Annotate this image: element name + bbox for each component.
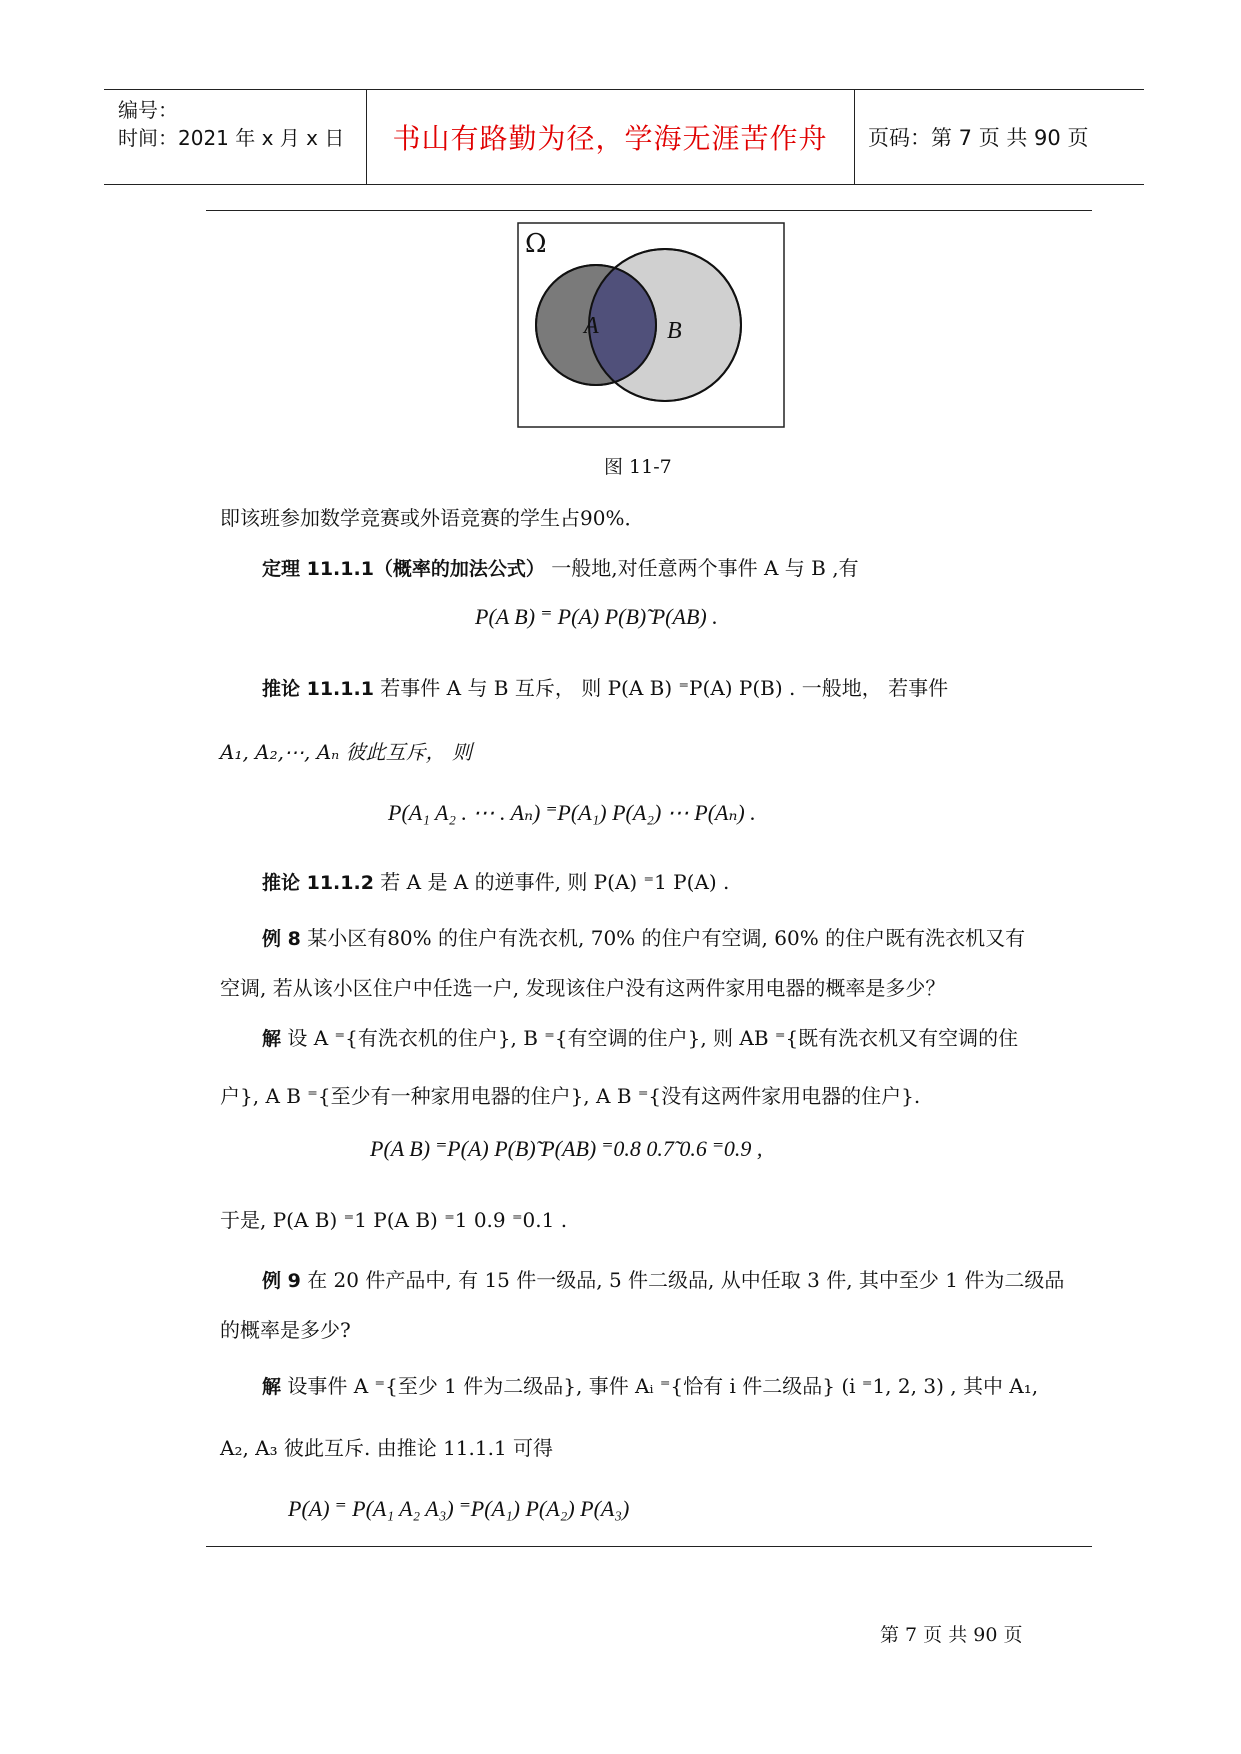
venn-diagram [517,222,785,428]
number-label: 编号： [118,98,178,122]
corollary1-body: 若事件 A 与 B 互斥， 则 P(A B) ⁼P(A) P(B) . 一般地， 若事件 [380,676,949,700]
bottom-rule [206,1546,1092,1547]
example8-body: 某小区有80% 的住户有洗衣机, 70% 的住户有空调, 60% 的住户既有洗衣机又有 [307,926,1026,950]
theorem-heading: 定理 11.1.1（概率的加法公式） [262,558,545,580]
figure-caption: 图 11-7 [604,456,672,478]
solution8-heading: 解 [262,1028,282,1050]
corollary1-line2: A₁, A₂,⋯, Aₙ 彼此互斥， 则 [220,740,472,764]
solution8-line2: 户}, A B ⁼{至少有一种家用电器的住户}, A B ⁼{没有这两件家用电器的住户}. [220,1084,921,1108]
theorem-line [262,552,859,581]
example9-line2: 的概率是多少? [220,1318,351,1342]
solution9-formula: P(A) ⁼ P(A₁ A₂ A₃) ⁼P(A₁) P(A₂) P(A₃) [288,1496,630,1521]
solution8-body: 设 A ⁼{有洗衣机的住户}, B ⁼{有空调的住户}, 则 AB ⁼{既有洗衣机又有空调的住 [287,1026,1019,1050]
header-motto-cell [366,90,855,184]
solution8-formula: P(A B) ⁼P(A) P(B)̃ P(AB) ⁼0.8 0.7̃ 0.6 ⁼0.9 , [370,1136,763,1161]
corollary2-body: 若 A 是 A 的逆事件, 则 P(A) ⁼1 P(A) . [380,870,730,894]
example9-heading: 例 9 [262,1270,301,1292]
line-percentage: 即该班参加数学竞赛或外语竞赛的学生占90%． [220,506,645,530]
omega-label: Ω [525,229,547,259]
motto-text: 书山有路勤为径，学海无涯苦作舟 [392,122,828,155]
solution9-line2: A₂, A₃ 彼此互斥. 由推论 11.1.1 可得 [220,1436,554,1460]
label-b: B [667,318,682,344]
corollary1-formula: P(A₁ A₂ . ⋯ . Aₙ) ⁼P(A₁) P(A₂) ⋯ P(Aₙ) . [388,800,756,825]
theorem-body: 一般地,对任意两个事件 A 与 B ,有 [551,556,859,580]
example9-line [262,1264,1064,1293]
corollary1-line [262,672,948,701]
solution8-line [262,1022,1018,1051]
time-label: 时间：2021 年 x 月 x 日 [118,126,345,150]
header-page-cell [856,90,1144,184]
corollary2-line [262,866,729,895]
solution9-heading: 解 [262,1376,282,1398]
example8-heading: 例 8 [262,928,301,950]
header-left-cell [104,90,367,184]
page-info: 页码：第 7 页 共 90 页 [868,126,1089,150]
theorem-formula: P(A B) ⁼ P(A) P(B)̃ P(AB) . [475,604,718,629]
footer-page-number: 第 7 页 共 90 页 [880,1624,1023,1646]
label-a: A [584,313,599,339]
top-rule [206,210,1092,211]
corollary2-heading: 推论 11.1.2 [262,872,374,894]
page-header [104,89,1144,185]
solution8-conclusion: 于是, P(A B) ⁼1 P(A B) ⁼1 0.9 ⁼0.1 . [220,1208,568,1232]
example9-body: 在 20 件产品中, 有 15 件一级品, 5 件二级品, 从中任取 3 件, 其中至少 1 件为二级品 [307,1268,1065,1292]
corollary1-heading: 推论 11.1.1 [262,678,374,700]
solution9-line [262,1370,1038,1399]
example8-line2: 空调, 若从该小区住户中任选一户, 发现该住户没有这两件家用电器的概率是多少？ [220,976,946,1000]
example8-line [262,922,1025,951]
solution9-body: 设事件 A ⁼{至少 1 件为二级品}, 事件 Aᵢ ⁼{恰有 i 件二级品} (i ⁼1, 2, 3) , 其中 A₁, [287,1374,1039,1398]
